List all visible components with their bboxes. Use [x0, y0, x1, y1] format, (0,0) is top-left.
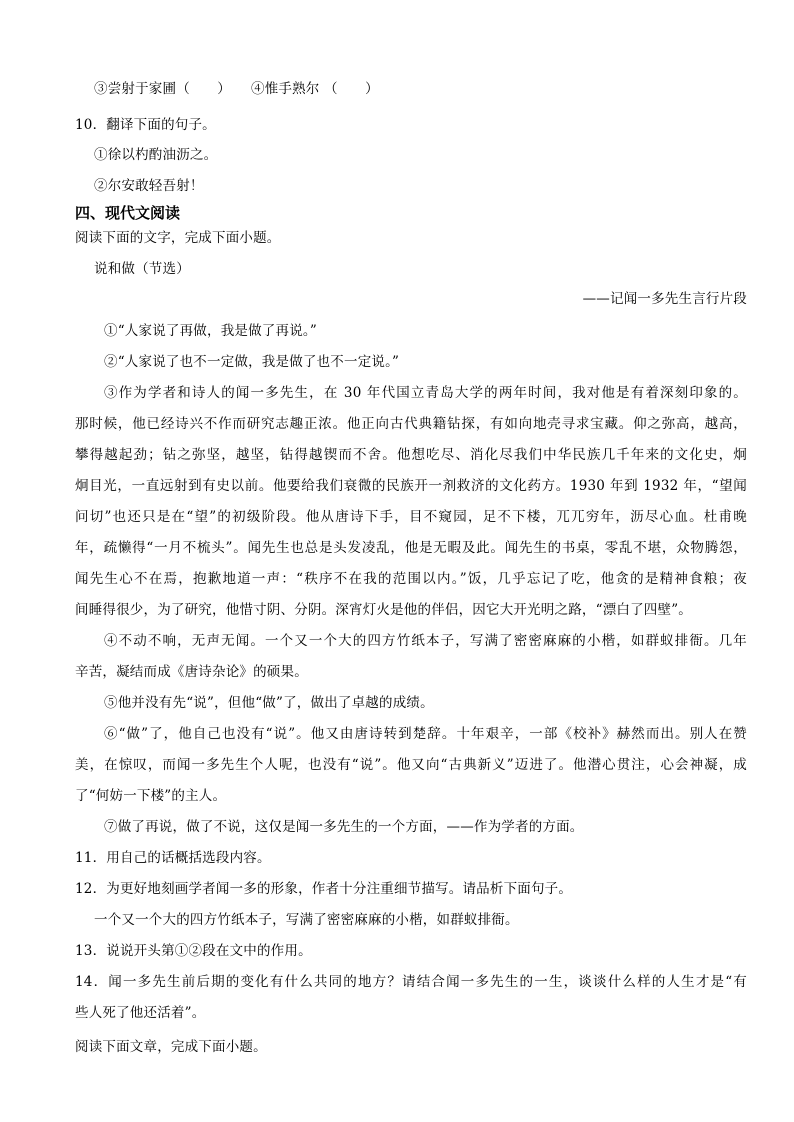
next-section-instruction: 阅读下面文章，完成下面小题。: [75, 1039, 267, 1055]
paragraph-5: ⑤他并没有先“说”，但他“做”了，做出了卓越的成绩。: [104, 695, 434, 711]
q9-item-3: ③尝射于家圃（ ）: [94, 81, 231, 97]
paragraph-4-line-2: 辛苦，凝结而成《唐诗杂论》的硕果。: [75, 664, 308, 680]
paragraph-3-line-6: 年，疏懒得“一月不梳头”。闻先生也总是头发凌乱，他是无暇及此。闻先生的书桌，零乱不堪，众物腾怨，: [75, 540, 747, 556]
q10-sentence-1: ①徐以杓酌油沥之。: [94, 147, 218, 163]
question-13: 13．说说开头第①②段在文中的作用。: [75, 943, 312, 959]
section-4-title: 四、现代文阅读: [75, 204, 181, 222]
question-12: 12．为更好地刻画学者闻一多的形象，作者十分注重细节描写。请品析下面句子。: [75, 881, 573, 897]
section-4-instruction: 阅读下面的文字，完成下面小题。: [75, 230, 281, 246]
q10-stem: 10．翻译下面的句子。: [75, 117, 216, 133]
question-11: 11．用自己的话概括选段内容。: [75, 850, 271, 866]
paragraph-3-line-2: 那时候，他已经诗兴不作而研究志趣正浓。他正向古代典籍钻探，有如向地壳寻求宝藏。仰之弥高，越高，: [75, 416, 747, 432]
q9-items-row: [94, 80, 379, 98]
question-14-line-2: 些人死了他还活着”。: [75, 1005, 206, 1021]
paragraph-3-line-8: 间睡得很少，为了研究，他惜寸阴、分阴。深宵灯火是他的伴侣，因它大开光明之路，“漂白了四壁”。: [75, 602, 693, 618]
passage-subtitle: ——记闻一多先生言行片段: [582, 291, 747, 307]
paragraph-3-line-7: 闻先生心不在焉，抱歉地道一声：“秩序不在我的范围以内。”饭，几乎忘记了吃，他贪的是精神食粮；夜: [75, 571, 747, 587]
question-14-line-1: 14．闻一多先生前后期的变化有什么共同的地方？请结合闻一多先生的一生，谈谈什么样的人生才是“有: [75, 974, 747, 990]
q9-item-4: ④惟手熟尔 （ ）: [251, 81, 379, 97]
paragraph-2: ②“人家说了也不一定做，我是做了也不一定说。”: [104, 354, 400, 370]
paragraph-3-line-3: 攀得越起劲；钻之弥坚，越坚，钻得越锲而不舍。他想吃尽、消化尽我们中华民族几千年来的文化史，炯: [75, 447, 747, 463]
paragraph-7: ⑦做了再说，做了不说，这仅是闻一多先生的一个方面，——作为学者的方面。: [104, 819, 584, 835]
question-12-quote: 一个又一个大的四方竹纸本子，写满了密密麻麻的小楷，如群蚁排衙。: [94, 912, 519, 928]
paragraph-1: ①“人家说了再做，我是做了再说。”: [104, 323, 317, 339]
paragraph-6-line-2: 美，在惊叹，而闻一多先生个人呢，也没有“说”。他又向“古典新义”迈进了。他潜心贯注，心会神凝，成: [75, 757, 747, 773]
paragraph-4-line-1: ④不动不响，无声无闻。一个又一个大的四方竹纸本子，写满了密密麻麻的小楷，如群蚁排衙。几年: [104, 633, 747, 649]
paragraph-3-line-5: 问切”也还只是在“望”的初级阶段。他从唐诗下手，目不窥园，足不下楼，兀兀穷年，沥尽心血。杜甫晚: [75, 509, 747, 525]
paragraph-3-line-1: ③作为学者和诗人的闻一多先生，在 30 年代国立青岛大学的两年时间，我对他是有着深刻印象的。: [104, 385, 747, 401]
q10-sentence-2: ②尔安敢轻吾射！: [94, 178, 204, 194]
passage-title: 说和做（节选）: [94, 261, 190, 277]
paragraph-6-line-3: 了“何妨一下楼”的主人。: [75, 788, 227, 804]
paragraph-3-line-4: 炯目光，一直远射到有史以前。他要给我们衰微的民族开一剂救济的文化药方。1930 年到 1932 年，“望闻: [75, 478, 747, 494]
paragraph-6-line-1: ⑥“做”了，他自己也没有“说”。他又由唐诗转到楚辞。十年艰辛，一部《校补》赫然而出。别人在赞: [104, 726, 747, 742]
